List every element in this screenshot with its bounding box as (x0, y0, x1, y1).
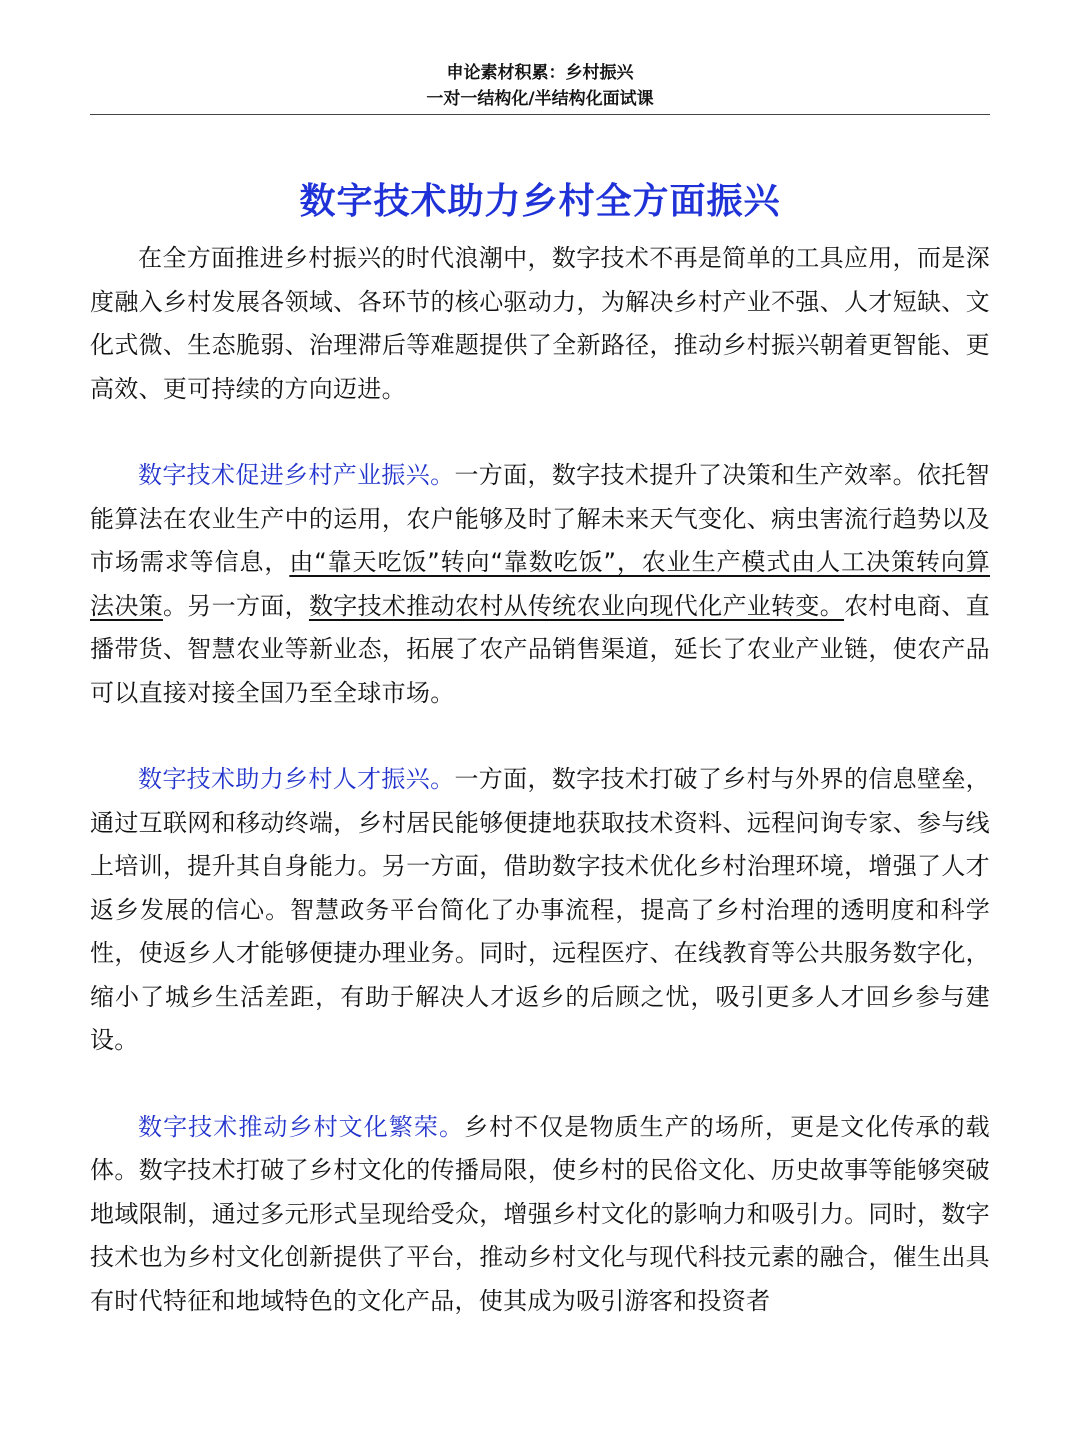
header-line-2: 一对一结构化/半结构化面试课 (426, 89, 654, 109)
paragraph-culture (90, 1106, 990, 1324)
talent-text: 一方面，数字技术打破了乡村与外界的信息壁垒，通过互联网和移动终端，乡村居民能够便捷地获取技术资料、远程问询专家、参与线上培训，提升其自身能力。另一方面，借助数字技术优化乡村治理环境，增强了人才返乡发展的信心。智慧政务平台简化了办事流程，提高了乡村治理的透明度和科学性，使返乡人才能够便捷办理业务。同时，远程医疗、在线教育等公共服务数字化，缩小了城乡生活差距，有助于解决人才返乡的后顾之忧，吸引更多人才回乡参与建设。 (90, 765, 990, 1054)
document-body (90, 237, 990, 1323)
paragraph-talent (90, 758, 990, 1063)
page-header (90, 60, 990, 112)
document-title: 数字技术助力乡村全方面振兴 (299, 181, 781, 223)
paragraph-intro: 在全方面推进乡村振兴的时代浪潮中，数字技术不再是简单的工具应用，而是深度融入乡村发展各领域、各环节的核心驱动力，为解决乡村产业不强、人才短缺、文化式微、生态脆弱、治理滞后等难题提供了全新路径，推动乡村振兴朝着更智能、更高效、更可持续的方向迈进。 (90, 244, 990, 403)
culture-text: 乡村不仅是物质生产的场所，更是文化传承的载体。数字技术打破了乡村文化的传播局限，使乡村的民俗文化、历史故事等能够突破地域限制，通过多元形式呈现给受众，增强乡村文化的影响力和吸引力。同时，数字技术也为乡村文化创新提供了平台，推动乡村文化与现代科技元素的融合，催生出具有时代特征和地域特色的文化产品，使其成为吸引游客和投资者 (90, 1112, 990, 1315)
section-heading-industry: 数字技术促进乡村产业振兴。 (138, 461, 455, 489)
header-divider (90, 114, 990, 115)
industry-underline-b: 数字技术推动农村从传统农业向现代化产业转变。 (308, 591, 845, 620)
section-heading-culture: 数字技术推动乡村文化繁荣。 (138, 1112, 465, 1141)
industry-text-c: 农村电商、直播带货、智慧农业等新业态，拓展了农产品销售渠道，延长了农业产业链，使农产品可以直接对接全国乃至全球市场。 (90, 591, 990, 707)
header-line-1: 申论素材积累：乡村振兴 (446, 63, 634, 83)
paragraph-industry (90, 454, 990, 715)
industry-text-b: 。另一方面， (162, 591, 309, 620)
industry-text-a: 一方面，数字技术提升了决策和生产效率。依托智能算法在农业生产中的运用，农户能够及时了解未来天气变化、病虫害流行趋势以及市场需求等信息， (90, 461, 990, 576)
industry-underline-a: 由“靠天吃饭”转向“靠数吃饭”，农业生产模式由人工决策转向算法决策 (90, 548, 990, 620)
section-heading-talent: 数字技术助力乡村人才振兴。 (138, 765, 455, 793)
